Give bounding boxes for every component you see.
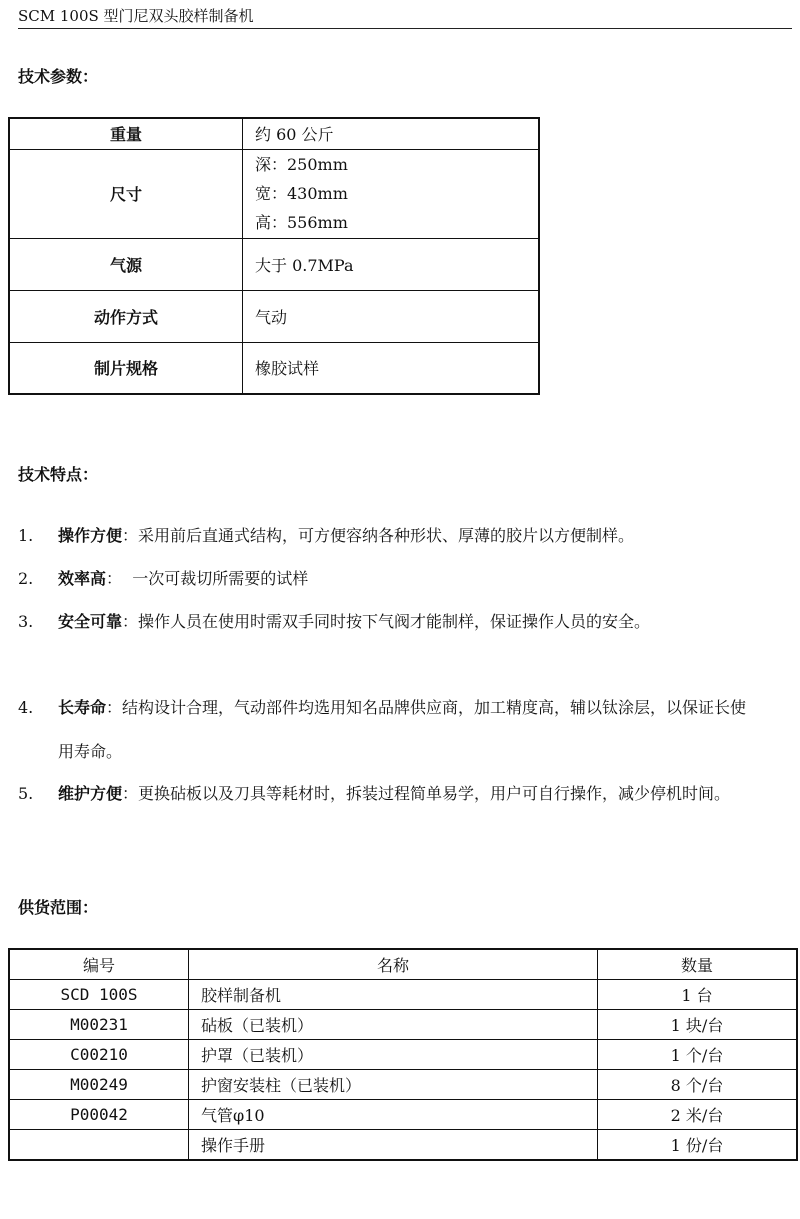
page-header (18, 6, 792, 29)
item-name: 护窗安装柱（已装机） (189, 1070, 598, 1100)
feature-number: 2. (18, 569, 34, 588)
column-header-name: 名称 (189, 949, 598, 980)
param-value: 大于 0.7MPa (243, 238, 540, 290)
feature-title: 维护方便 (58, 784, 123, 803)
params-table (8, 117, 540, 395)
feature-title: 安全可靠 (58, 612, 123, 631)
feature-title: 长寿命 (58, 698, 107, 717)
param-value: 约 60 公斤 (243, 118, 540, 149)
feature-number: 5. (18, 784, 34, 803)
supply-table (8, 948, 798, 1161)
feature-item (18, 686, 758, 774)
header-title: SCM 100S 型门尼双头胶样制备机 (18, 7, 254, 25)
param-value: 气动 (243, 290, 540, 342)
params-row-weight (9, 118, 539, 149)
param-label: 动作方式 (9, 290, 243, 342)
feature-title: 效率高 (58, 569, 107, 588)
feature-text: ：结构设计合理，气动部件均选用知名品牌供应商，加工精度高，辅以钛涂层，以保证长使用寿命。 (58, 698, 747, 761)
item-code: M00231 (9, 1010, 189, 1040)
params-row-size (9, 149, 539, 238)
param-label: 重量 (9, 118, 243, 149)
item-qty: 1 个/台 (598, 1040, 798, 1070)
table-row (9, 1130, 797, 1161)
feature-number: 3. (18, 612, 34, 631)
feature-text: ：操作人员在使用时需双手同时按下气阀才能制样，保证操作人员的安全。 (122, 612, 651, 631)
feature-item (18, 557, 758, 601)
features-heading: 技术特点： (18, 465, 99, 484)
item-name: 操作手册 (189, 1130, 598, 1161)
feature-item (18, 772, 758, 816)
item-code: P00042 (9, 1100, 189, 1130)
table-row (9, 1070, 797, 1100)
item-qty: 1 台 (598, 980, 798, 1010)
item-qty: 2 米/台 (598, 1100, 798, 1130)
feature-text: ： 一次可裁切所需要的试样 (106, 569, 309, 588)
params-row-spec (9, 342, 539, 394)
param-label: 气源 (9, 238, 243, 290)
item-code (9, 1130, 189, 1161)
param-label: 尺寸 (9, 149, 243, 238)
params-heading: 技术参数： (18, 67, 99, 86)
item-name: 护罩（已装机） (189, 1040, 598, 1070)
column-header-qty: 数量 (598, 949, 798, 980)
feature-title: 操作方便 (58, 526, 123, 545)
item-name: 胶样制备机 (189, 980, 598, 1010)
param-value (243, 149, 540, 238)
item-code: SCD 100S (9, 980, 189, 1010)
params-row-action (9, 290, 539, 342)
feature-number: 1. (18, 526, 34, 545)
params-row-air (9, 238, 539, 290)
table-row (9, 1040, 797, 1070)
param-label: 制片规格 (9, 342, 243, 394)
feature-text: ：更换砧板以及刀具等耗材时，拆装过程简单易学，用户可自行操作，减少停机时间。 (122, 784, 731, 803)
supply-heading: 供货范围： (18, 898, 99, 917)
item-qty: 1 份/台 (598, 1130, 798, 1161)
supply-header-row (9, 949, 797, 980)
feature-item (18, 514, 758, 558)
table-row (9, 1010, 797, 1040)
table-row (9, 1100, 797, 1130)
dimension-depth: 深：250mm (255, 155, 348, 174)
item-name: 砧板（已装机） (189, 1010, 598, 1040)
feature-number: 4. (18, 698, 34, 717)
item-name: 气管φ10 (189, 1100, 598, 1130)
table-row (9, 980, 797, 1010)
feature-item (18, 600, 758, 644)
dimension-height: 高：556mm (255, 213, 348, 232)
param-value: 橡胶试样 (243, 342, 540, 394)
item-code: M00249 (9, 1070, 189, 1100)
column-header-code: 编号 (9, 949, 189, 980)
item-code: C00210 (9, 1040, 189, 1070)
item-qty: 8 个/台 (598, 1070, 798, 1100)
dimension-width: 宽：430mm (255, 184, 348, 203)
feature-text: ：采用前后直通式结构，可方便容纳各种形状、厚薄的胶片以方便制样。 (122, 526, 635, 545)
item-qty: 1 块/台 (598, 1010, 798, 1040)
